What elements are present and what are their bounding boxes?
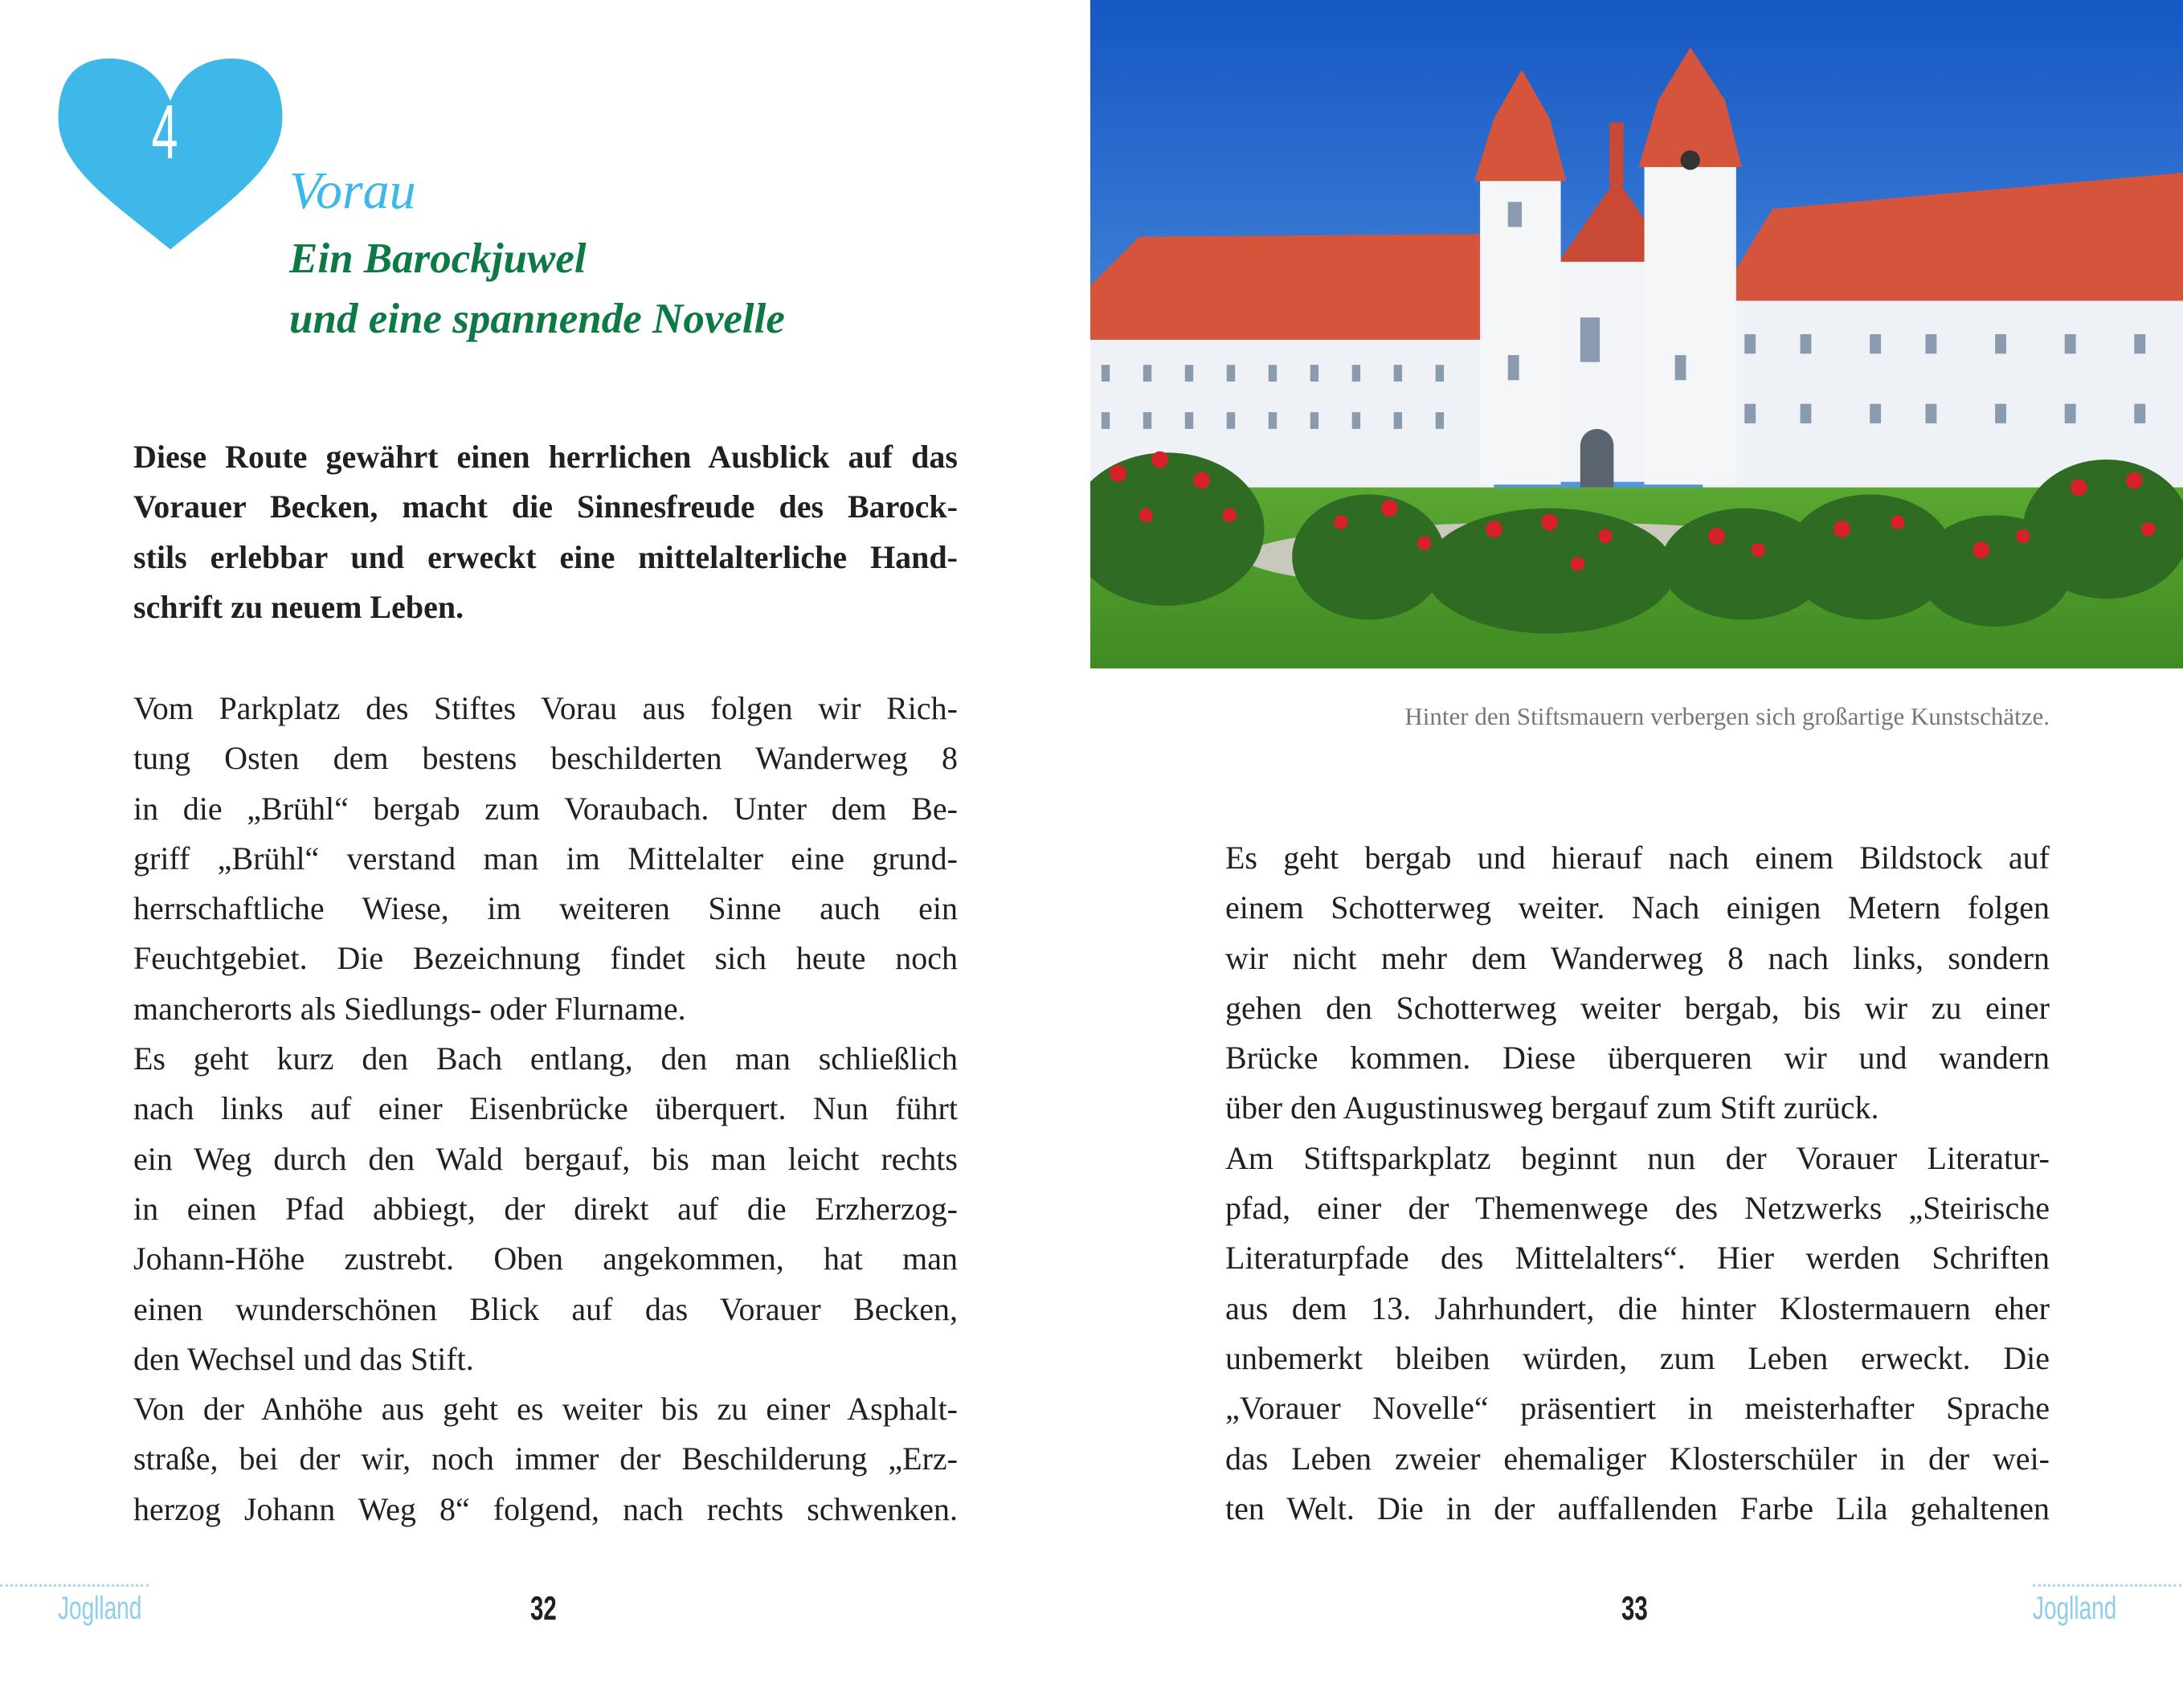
footer-divider — [0, 1584, 149, 1587]
text-line: Vorauer Becken, macht die Sinnesfreude des Barock- — [133, 488, 958, 525]
text-line: „Vorauer Novelle“ präsentiert in meisterhafter Sprache — [1225, 1390, 2050, 1427]
text-line: in die „Brühl“ bergab zum Voraubach. Unter dem Be- — [133, 790, 958, 827]
running-footer-right: Joglland — [2033, 1591, 2117, 1626]
photo-caption: Hinter den Stiftsmauern verbergen sich großartige Kunstschätze. — [1404, 702, 2050, 730]
paragraph — [133, 1034, 958, 1384]
text-line: gehen den Schotterweg weiter bergab, bis wir zu einer — [1225, 989, 2050, 1026]
text-line: Feuchtgebiet. Die Bezeichnung findet sich heute noch — [133, 940, 958, 977]
chapter-number: 4 — [151, 89, 178, 175]
text-line: in einen Pfad abbiegt, der direkt auf die Erzherzog- — [133, 1190, 958, 1227]
paragraph — [1225, 833, 2050, 1134]
text-line: Diese Route gewährt einen herrlichen Ausblick auf das — [133, 439, 958, 475]
text-line: herzog Johann Weg 8“ folgend, nach rechts schwenken. — [133, 1490, 958, 1527]
chapter-title: Vorau — [289, 161, 416, 220]
monastery-photo — [1090, 0, 2183, 668]
right-page-body — [1225, 833, 2050, 1534]
subtitle-line: Ein Barockjuwel — [289, 235, 587, 282]
text-line: tung Osten dem bestens beschilderten Wanderweg 8 — [133, 740, 958, 777]
paragraph — [1225, 1134, 2050, 1534]
chapter-subtitle — [289, 229, 785, 349]
text-line: straße, bei der wir, noch immer der Beschilderung „Erz- — [133, 1440, 958, 1477]
text-line: stils erlebbar und erweckt eine mittelalterliche Hand- — [133, 538, 958, 575]
left-page-body — [133, 684, 958, 1534]
text-line: einen wunderschönen Blick auf das Vorauer Becken, — [133, 1290, 958, 1327]
text-line: ten Welt. Die in der auffallenden Farbe Lila gehaltenen — [1225, 1489, 2050, 1526]
text-line: das Leben zweier ehemaliger Klosterschüler in der wei- — [1225, 1440, 2050, 1477]
text-line: schrift zu neuem Leben. — [133, 588, 464, 625]
text-line: nach links auf einer Eisenbrücke überquert. Nun führt — [133, 1090, 958, 1127]
page-number-right: 33 — [1621, 1589, 1648, 1627]
footer-divider — [2033, 1584, 2181, 1587]
running-footer-left: Joglland — [58, 1591, 142, 1626]
text-line: Am Stiftsparkplatz beginnt nun der Vorauer Literatur- — [1225, 1139, 2050, 1176]
paragraph — [133, 432, 958, 632]
text-line: herrschaftliche Wiese, im weiteren Sinne auch ein — [133, 890, 958, 927]
text-line: Brücke kommen. Diese überqueren wir und wandern — [1225, 1040, 2050, 1077]
paragraph — [133, 1384, 958, 1534]
text-line: den Wechsel und das Stift. — [133, 1340, 474, 1377]
text-line: ein Weg durch den Wald bergauf, bis man leicht rechts — [133, 1140, 958, 1177]
subtitle-line: und eine spannende Novelle — [289, 296, 785, 342]
text-line: pfad, einer der Themenwege des Netzwerks „Steirische — [1225, 1190, 2050, 1227]
text-line: aus dem 13. Jahrhundert, die hinter Klostermauern eher — [1225, 1289, 2050, 1326]
text-line: Es geht bergab und hierauf nach einem Bildstock auf — [1225, 840, 2050, 876]
text-line: Vom Parkplatz des Stiftes Vorau aus folgen wir Rich- — [133, 690, 958, 726]
page-number-left: 32 — [530, 1589, 557, 1627]
text-line: mancherorts als Siedlungs- oder Flurname. — [133, 990, 686, 1027]
text-line: Literaturpfade des Mittelalters“. Hier werden Schriften — [1225, 1240, 2050, 1277]
paragraph — [133, 684, 958, 1034]
text-line: griff „Brühl“ verstand man im Mittelalter eine grund- — [133, 840, 958, 876]
text-line: Es geht kurz den Bach entlang, den man schließlich — [133, 1040, 958, 1077]
text-line: Von der Anhöhe aus geht es weiter bis zu einer Asphalt- — [133, 1391, 958, 1428]
text-line: einem Schotterweg weiter. Nach einigen Metern folgen — [1225, 889, 2050, 926]
text-line: unbemerkt bleiben würden, zum Leben erweckt. Die — [1225, 1339, 2050, 1376]
intro-paragraph — [133, 432, 958, 632]
text-line: über den Augustinusweg bergauf zum Stift zurück. — [1225, 1089, 1879, 1126]
text-line: Johann-Höhe zustrebt. Oben angekommen, hat man — [133, 1240, 958, 1277]
text-line: wir nicht mehr dem Wanderweg 8 nach links, sondern — [1225, 939, 2050, 976]
